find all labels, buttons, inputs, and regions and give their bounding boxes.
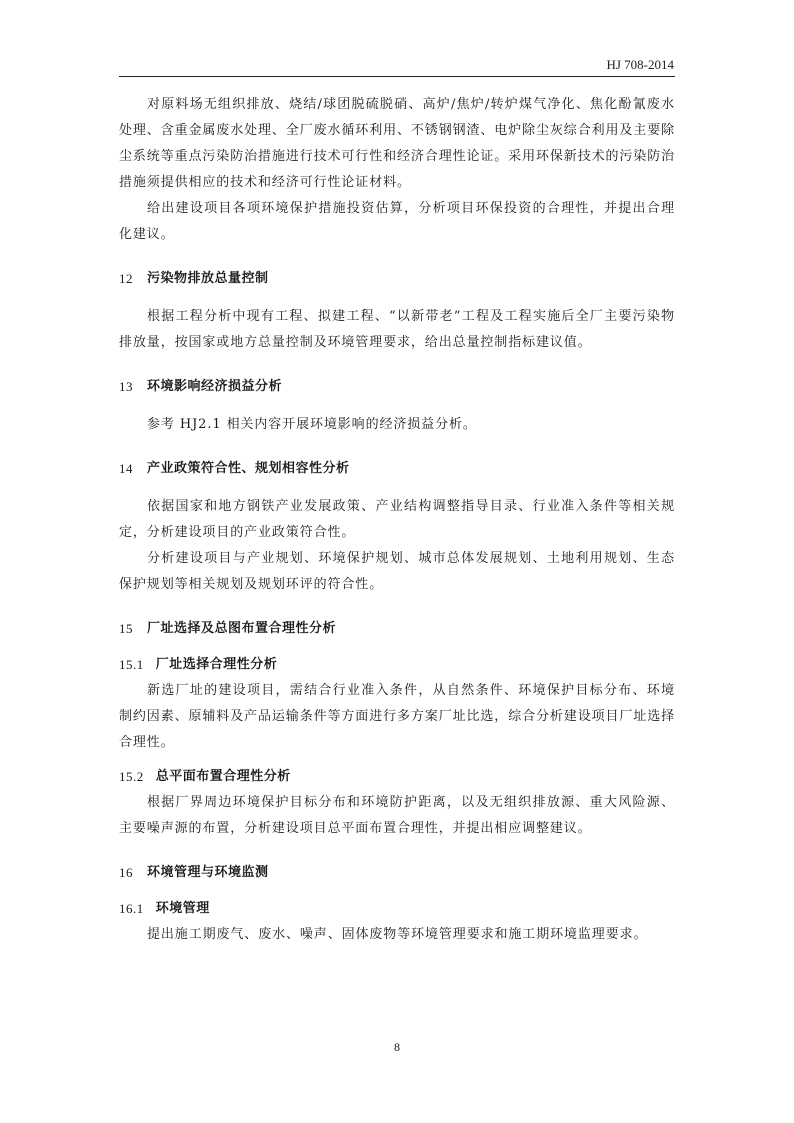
subsection-title: 厂址选择合理性分析: [155, 657, 278, 672]
section-number: 13: [119, 379, 133, 394]
subsection-number: 15.1: [119, 657, 144, 672]
section-heading-15: [119, 618, 675, 640]
subsection-number: 16.1: [119, 901, 144, 916]
paragraph: 根据工程分析中现有工程、拟建工程、“以新带老”工程及工程实施后全厂主要污染物排放量，按国家或地方总量控制及环境管理要求，给出总量控制指标建议值。: [119, 309, 675, 350]
paragraph: 依据国家和地方钢铁产业发展政策、产业结构调整指导目录、行业准入条件等相关规定，分析建设项目的产业政策符合性。: [119, 499, 675, 540]
standard-code: HJ 708-2014: [606, 57, 674, 72]
paragraph: 新选厂址的建设项目，需结合行业准入条件，从自然条件、环境保护目标分布、环境制约因素、原辅料及产品运输条件等方面进行多方案厂址比选，综合分析建设项目厂址选择合理性。: [119, 683, 676, 750]
section-number: 15: [119, 621, 133, 636]
section-title: 厂址选择及总图布置合理性分析: [147, 621, 337, 636]
subsection-number: 15.2: [119, 769, 144, 784]
subsection-heading-15-2: [119, 766, 675, 788]
section-title: 产业政策符合性、规划相容性分析: [147, 461, 350, 476]
section-heading-13: [119, 376, 675, 398]
subsection-heading-15-1: [119, 654, 675, 676]
section-heading-16: [119, 862, 675, 884]
section-number: 12: [119, 271, 133, 286]
subsection-title: 总平面布置合理性分析: [155, 769, 291, 784]
subsection-heading-16-1: [119, 898, 675, 920]
section-title: 环境影响经济损益分析: [147, 379, 283, 394]
page-body: [119, 92, 675, 948]
paragraph: 根据厂界周边环境保护目标分布和环境防护距离，以及无组织排放源、重大风险源、主要噪声源的布置，分析建设项目总平面布置合理性，并提出相应调整建议。: [119, 795, 675, 836]
paragraph: 对原料场无组织排放、烧结/球团脱硫脱硝、高炉/焦炉/转炉煤气净化、焦化酚氰废水处理、含重金属废水处理、全厂废水循环利用、不锈钢钢渣、电炉除尘灰综合利用及主要除尘系统等重点污染防治措施进行技术可行性和经济合理性论证。采用环保新技术的污染防治措施须提供相应的技术和经济可行性论证材料。: [119, 97, 676, 190]
paragraph: 参考 HJ2.1 相关内容开展环境影响的经济损益分析。: [147, 417, 477, 432]
paragraph: 给出建设项目各项环境保护措施投资估算，分析项目环保投资的合理性，并提出合理化建议。: [119, 201, 675, 242]
paragraph: 分析建设项目与产业规划、环境保护规划、城市总体发展规划、土地利用规划、生态保护规划等相关规划及规划环评的符合性。: [119, 551, 675, 592]
subsection-title: 环境管理: [155, 901, 210, 916]
section-heading-12: [119, 268, 675, 290]
section-heading-14: [119, 458, 675, 480]
page-number: 8: [394, 1040, 400, 1054]
section-number: 16: [119, 865, 133, 880]
section-number: 14: [119, 461, 133, 476]
section-title: 环境管理与环境监测: [147, 865, 269, 880]
section-title: 污染物排放总量控制: [147, 271, 269, 286]
header-rule: [119, 76, 675, 77]
paragraph: 提出施工期废气、废水、噪声、固体废物等环境管理要求和施工期环境监理要求。: [147, 927, 648, 942]
